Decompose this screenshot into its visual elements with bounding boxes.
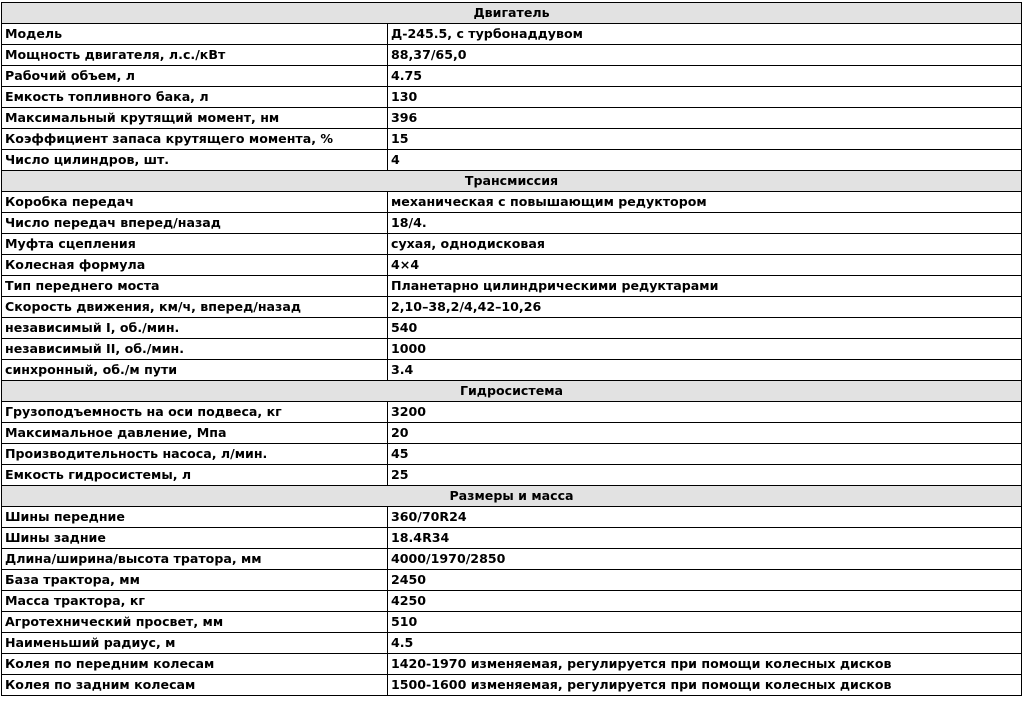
parameter-value: 510 bbox=[388, 612, 1022, 633]
table-row bbox=[2, 339, 1022, 360]
parameter-label: Емкость гидросистемы, л bbox=[2, 465, 388, 486]
parameter-label: Коэффициент запаса крутящего момента, % bbox=[2, 129, 388, 150]
parameter-label: Масса трактора, кг bbox=[2, 591, 388, 612]
table-row bbox=[2, 612, 1022, 633]
table-row bbox=[2, 444, 1022, 465]
parameter-value: 88,37/65,0 bbox=[388, 45, 1022, 66]
table-row bbox=[2, 654, 1022, 675]
parameter-label: независимый II, об./мин. bbox=[2, 339, 388, 360]
parameter-label: Максимальный крутящий момент, нм bbox=[2, 108, 388, 129]
parameter-label: Колея по задним колесам bbox=[2, 675, 388, 696]
parameter-value: 4.75 bbox=[388, 66, 1022, 87]
parameter-value: 18/4. bbox=[388, 213, 1022, 234]
parameter-value: 360/70R24 bbox=[388, 507, 1022, 528]
parameter-value: 1420-1970 изменяемая, регулируется при помощи колесных дисков bbox=[388, 654, 1022, 675]
section-title: Размеры и масса bbox=[2, 486, 1022, 507]
parameter-value: 15 bbox=[388, 129, 1022, 150]
parameter-value: Д-245.5, с турбонаддувом bbox=[388, 24, 1022, 45]
table-row bbox=[2, 129, 1022, 150]
parameter-label: независимый I, об./мин. bbox=[2, 318, 388, 339]
section-header-row bbox=[2, 486, 1022, 507]
table-row bbox=[2, 255, 1022, 276]
parameter-label: Максимальное давление, Мпа bbox=[2, 423, 388, 444]
parameter-label: База трактора, мм bbox=[2, 570, 388, 591]
table-row bbox=[2, 213, 1022, 234]
table-row bbox=[2, 633, 1022, 654]
table-row bbox=[2, 276, 1022, 297]
parameter-label: Шины передние bbox=[2, 507, 388, 528]
table-row bbox=[2, 150, 1022, 171]
table-row bbox=[2, 591, 1022, 612]
parameter-label: Модель bbox=[2, 24, 388, 45]
parameter-label: Скорость движения, км/ч, вперед/назад bbox=[2, 297, 388, 318]
parameter-label: Число цилиндров, шт. bbox=[2, 150, 388, 171]
table-row bbox=[2, 570, 1022, 591]
parameter-label: Муфта сцепления bbox=[2, 234, 388, 255]
table-row bbox=[2, 675, 1022, 696]
parameter-label: Тип переднего моста bbox=[2, 276, 388, 297]
parameter-value: 20 bbox=[388, 423, 1022, 444]
parameter-value: Планетарно цилиндрическими редуктарами bbox=[388, 276, 1022, 297]
section-title: Трансмиссия bbox=[2, 171, 1022, 192]
parameter-value: 4250 bbox=[388, 591, 1022, 612]
table-row bbox=[2, 45, 1022, 66]
parameter-label: Колесная формула bbox=[2, 255, 388, 276]
parameter-value: 130 bbox=[388, 87, 1022, 108]
parameter-label: Рабочий объем, л bbox=[2, 66, 388, 87]
parameter-label: Агротехнический просвет, мм bbox=[2, 612, 388, 633]
parameter-value: 3200 bbox=[388, 402, 1022, 423]
specifications-table bbox=[1, 2, 1022, 696]
parameter-value: 1500-1600 изменяемая, регулируется при помощи колесных дисков bbox=[388, 675, 1022, 696]
parameter-value: 540 bbox=[388, 318, 1022, 339]
parameter-value: 25 bbox=[388, 465, 1022, 486]
parameter-label: Грузоподъемность на оси подвеса, кг bbox=[2, 402, 388, 423]
table-row bbox=[2, 234, 1022, 255]
table-row bbox=[2, 360, 1022, 381]
section-header-row bbox=[2, 381, 1022, 402]
table-row bbox=[2, 24, 1022, 45]
parameter-value: 2,10–38,2/4,42–10,26 bbox=[388, 297, 1022, 318]
table-row bbox=[2, 423, 1022, 444]
table-row bbox=[2, 402, 1022, 423]
parameter-label: Шины задние bbox=[2, 528, 388, 549]
table-row bbox=[2, 465, 1022, 486]
parameter-value: 4000/1970/2850 bbox=[388, 549, 1022, 570]
table-row bbox=[2, 528, 1022, 549]
parameter-label: Мощность двигателя, л.с./кВт bbox=[2, 45, 388, 66]
table-row bbox=[2, 297, 1022, 318]
parameter-label: Емкость топливного бака, л bbox=[2, 87, 388, 108]
parameter-label: Число передач вперед/назад bbox=[2, 213, 388, 234]
parameter-value: 2450 bbox=[388, 570, 1022, 591]
parameter-label: синхронный, об./м пути bbox=[2, 360, 388, 381]
section-title: Двигатель bbox=[2, 3, 1022, 24]
specifications-table-body bbox=[2, 3, 1022, 696]
parameter-label: Наименьший радиус, м bbox=[2, 633, 388, 654]
table-row bbox=[2, 108, 1022, 129]
table-row bbox=[2, 192, 1022, 213]
table-row bbox=[2, 87, 1022, 108]
table-row bbox=[2, 318, 1022, 339]
parameter-label: Колея по передним колесам bbox=[2, 654, 388, 675]
parameter-value: 1000 bbox=[388, 339, 1022, 360]
parameter-label: Длина/ширина/высота тратора, мм bbox=[2, 549, 388, 570]
parameter-value: 4×4 bbox=[388, 255, 1022, 276]
parameter-value: сухая, однодисковая bbox=[388, 234, 1022, 255]
table-row bbox=[2, 549, 1022, 570]
table-row bbox=[2, 66, 1022, 87]
section-header-row bbox=[2, 171, 1022, 192]
parameter-label: Производительность насоса, л/мин. bbox=[2, 444, 388, 465]
parameter-value: 18.4R34 bbox=[388, 528, 1022, 549]
parameter-label: Коробка передач bbox=[2, 192, 388, 213]
section-header-row bbox=[2, 3, 1022, 24]
section-title: Гидросистема bbox=[2, 381, 1022, 402]
parameter-value: 4.5 bbox=[388, 633, 1022, 654]
parameter-value: механическая с повышающим редуктором bbox=[388, 192, 1022, 213]
parameter-value: 396 bbox=[388, 108, 1022, 129]
table-row bbox=[2, 507, 1022, 528]
parameter-value: 4 bbox=[388, 150, 1022, 171]
parameter-value: 3.4 bbox=[388, 360, 1022, 381]
parameter-value: 45 bbox=[388, 444, 1022, 465]
